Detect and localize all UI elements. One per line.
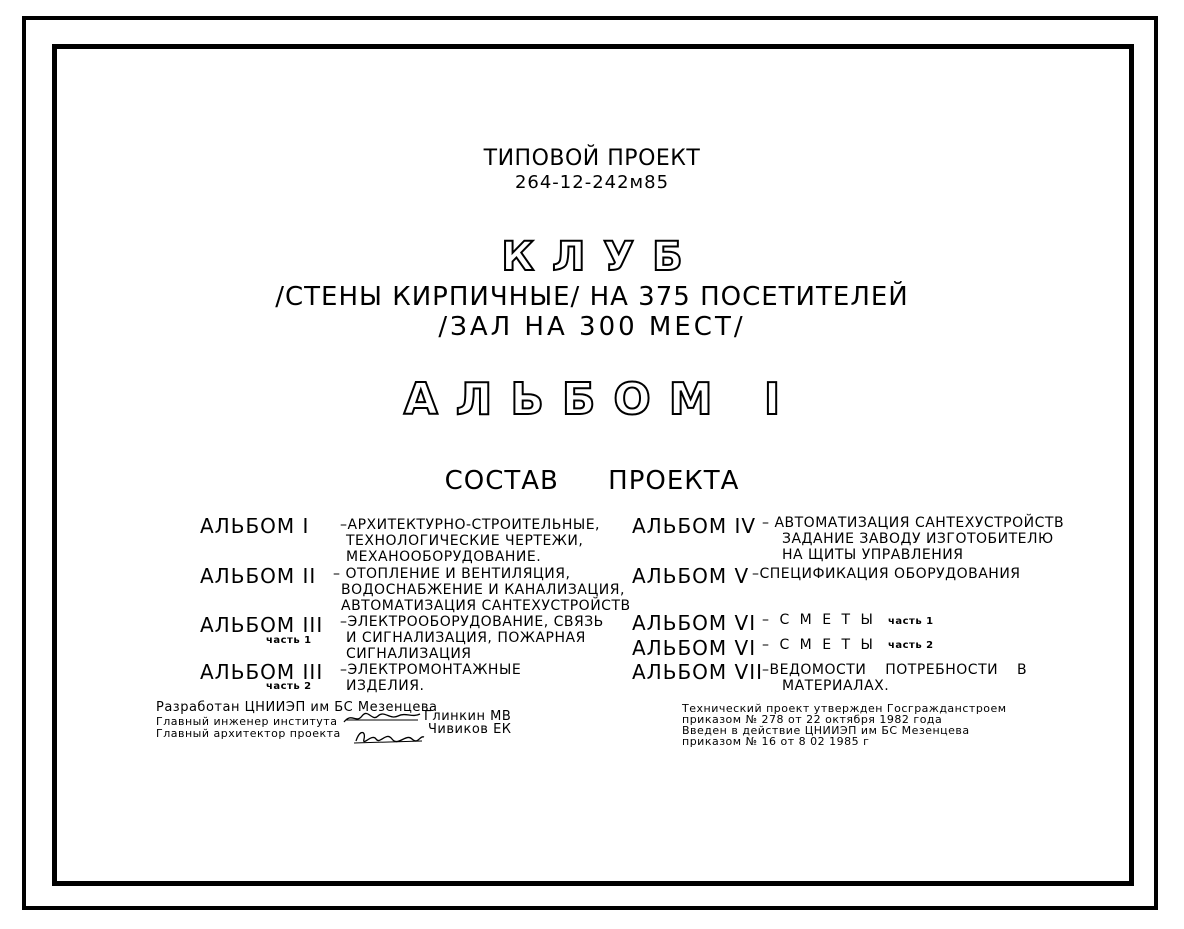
right-album-5-desc — [752, 566, 1021, 582]
right-album-5-line-1: –СПЕЦИФИКАЦИЯ ОБОРУДОВАНИЯ — [752, 566, 1021, 582]
left-album-4-desc — [340, 662, 521, 694]
left-album-3-line-1: –ЭЛЕКТРООБОРУДОВАНИЕ, СВЯЗЬ — [340, 614, 604, 630]
approval-line-2: приказом № 278 от 22 октября 1982 года — [682, 713, 943, 726]
right-album-4-desc — [762, 515, 1064, 563]
chief-architect-role: Главный архитектор проекта — [156, 727, 341, 740]
left-album-4-line-1: –ЭЛЕКТРОМОНТАЖНЫЕ — [340, 662, 522, 678]
left-album-4-part: часть 2 — [266, 681, 312, 692]
right-album-6-desc: – С М Е Т Ы — [762, 612, 876, 628]
left-album-3-label: АЛЬБОМ III — [200, 613, 324, 637]
left-album-3-part: часть 1 — [266, 635, 312, 646]
right-album-7-part: часть 2 — [888, 640, 934, 651]
right-album-8-label: АЛЬБОМ VII — [632, 660, 763, 684]
left-album-4-line-2: ИЗДЕЛИЯ. — [346, 678, 425, 694]
subtitle-hall: /ЗАЛ НА 300 МЕСТ/ — [438, 312, 746, 342]
left-album-1-label: АЛЬБОМ I — [200, 514, 310, 538]
right-album-7-label: АЛЬБОМ VI — [632, 636, 757, 660]
left-album-2-desc — [333, 566, 631, 614]
left-album-3-desc — [340, 614, 604, 662]
approval-line-4: приказом № 16 от 8 02 1985 г — [682, 735, 870, 748]
right-album-4-label: АЛЬБОМ IV — [632, 514, 757, 538]
chief-architect-name: Чивиков ЕК — [428, 722, 512, 737]
album-title: АЛЬБОМ I — [403, 374, 799, 425]
right-album-4-line-1: – АВТОМАТИЗАЦИЯ САНТЕХУСТРОЙСТВ — [762, 515, 1065, 531]
composition-heading: СОСТАВ ПРОЕКТА — [444, 466, 740, 496]
right-album-5-label: АЛЬБОМ V — [632, 564, 750, 588]
right-album-4-line-3: НА ЩИТЫ УПРАВЛЕНИЯ — [782, 547, 964, 563]
left-album-3-line-3: СИГНАЛИЗАЦИЯ — [346, 646, 472, 662]
subtitle-walls: /СТЕНЫ КИРПИЧНЫЕ/ НА 375 ПОСЕТИТЕЛЕЙ — [275, 282, 909, 312]
approval-block — [682, 703, 1007, 747]
left-album-2-line-1: – ОТОПЛЕНИЕ И ВЕНТИЛЯЦИЯ, — [333, 566, 571, 582]
approval-line-3: Введен в действие ЦНИИЭП им БС Мезенцева — [682, 724, 970, 737]
right-album-8-line-2: МАТЕРИАЛАХ. — [782, 678, 890, 694]
left-album-2-label: АЛЬБОМ II — [200, 564, 317, 588]
right-album-8-line-1: –ВЕДОМОСТИ ПОТРЕБНОСТИ В — [762, 662, 1028, 678]
project-number: 264-12-242м85 — [514, 172, 670, 193]
left-album-2-line-3: АВТОМАТИЗАЦИЯ САНТЕХУСТРОЙСТВ — [341, 598, 631, 614]
left-album-1-line-1: –АРХИТЕКТУРНО-СТРОИТЕЛЬНЫЕ, — [340, 517, 601, 533]
left-album-4-label: АЛЬБОМ III — [200, 660, 324, 684]
left-album-1-line-2: ТЕХНОЛОГИЧЕСКИЕ ЧЕРТЕЖИ, — [346, 533, 584, 549]
left-album-1-line-3: МЕХАНООБОРУДОВАНИЕ. — [346, 549, 542, 565]
right-album-4-line-2: ЗАДАНИЕ ЗАВОДУ ИЗГОТОБИТЕЛЮ — [782, 531, 1054, 547]
left-album-1-desc — [340, 517, 600, 565]
right-album-6-part: часть 1 — [888, 616, 934, 627]
chief-architect-signature — [352, 725, 426, 747]
chief-engineer-name: Глинкин МВ — [424, 709, 512, 724]
right-album-7-desc: – С М Е Т Ы — [762, 637, 876, 653]
approval-line-1: Технический проект утвержден Госгражданстроем — [682, 702, 1007, 715]
developer: Разработан ЦНИИЭП им БС Мезенцева — [156, 700, 438, 715]
building-name: КЛУБ — [501, 234, 701, 280]
right-album-6-label: АЛЬБОМ VI — [632, 611, 757, 635]
chief-engineer-role: Главный инженер института — [156, 715, 338, 728]
project-type: ТИПОВОЙ ПРОЕКТ — [483, 146, 701, 171]
left-album-3-line-2: И СИГНАЛИЗАЦИЯ, ПОЖАРНАЯ — [346, 630, 586, 646]
right-album-8-desc — [762, 662, 1027, 694]
left-album-2-line-2: ВОДОСНАБЖЕНИЕ И КАНАЛИЗАЦИЯ, — [341, 582, 625, 598]
signature-2-icon — [352, 725, 426, 747]
